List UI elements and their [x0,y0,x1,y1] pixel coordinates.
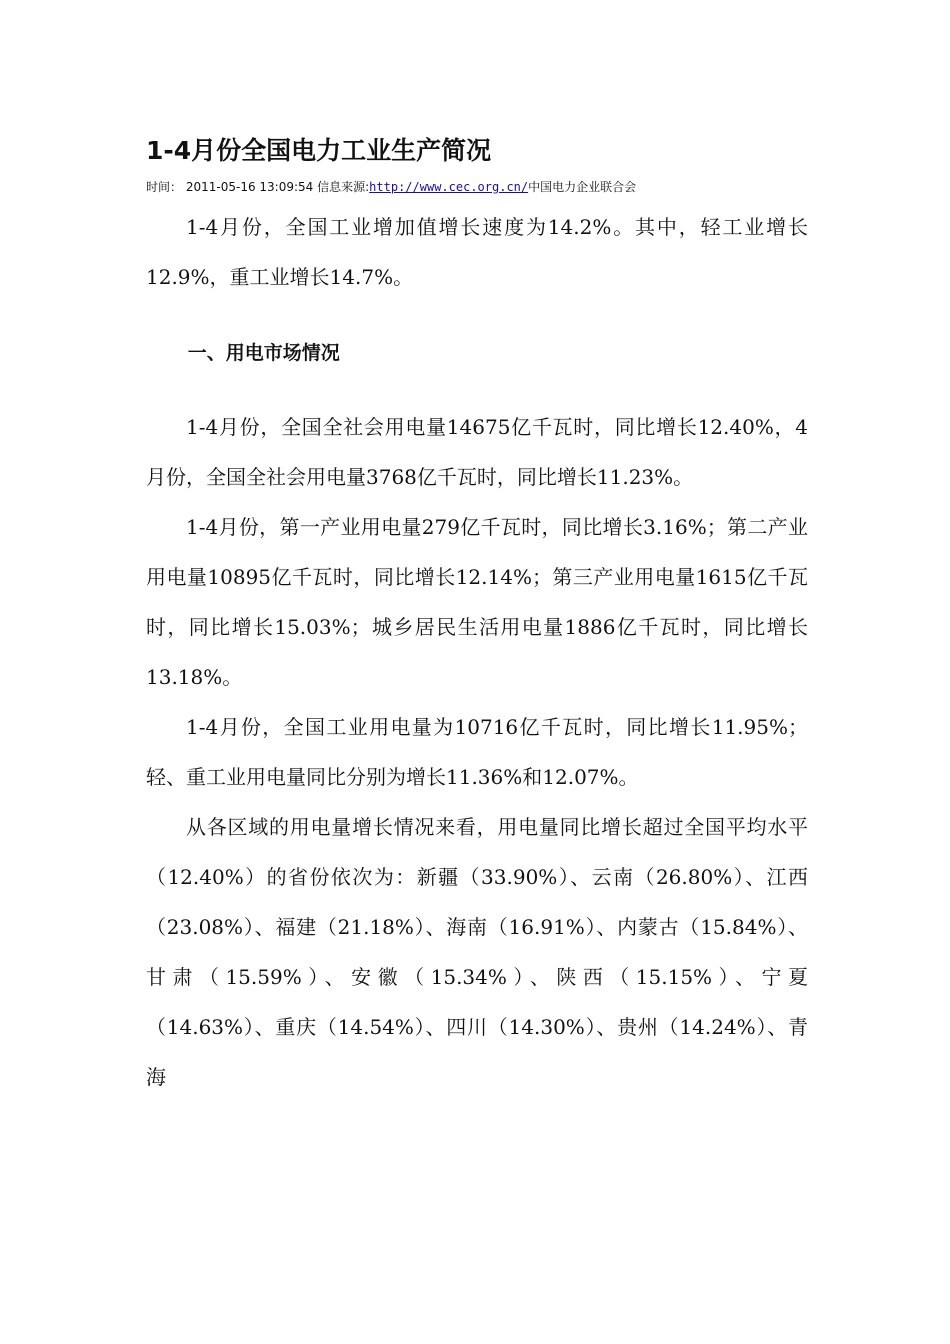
intro-paragraph: 1-4月份，全国工业增加值增长速度为14.2%。其中，轻工业增长12.9%，重工业增长14.7%。 [146,215,808,289]
document-page [146,134,808,1102]
article-meta [146,178,808,196]
paragraph-total-consumption: 1-4月份，全国全社会用电量14675亿千瓦时，同比增长12.40%，4月份，全国全社会用电量3768亿千瓦时，同比增长11.23%。 [146,415,808,489]
source-name: 中国电力企业联合会 [528,180,637,194]
source-label: 信息来源: [317,180,370,194]
paragraph-regional-growth: 从各区域的用电量增长情况来看，用电量同比增长超过全国平均水平（12.40%）的省份依次为：新疆（33.90%）、云南（26.80%）、江西（23.08%）、福建（21.18%）、海南（16.91%）、内蒙古（15.84%）、甘肃（15.59%）、安徽（15.34%）、陕西（15.15%）、宁夏（14.63%）、重庆（14.54%）、四川（14.30%）、贵州（14.24%）、青海 [146,815,808,1089]
article-title: 1-4月份全国电力工业生产简况 [146,136,492,165]
time-value: 2011-05-16 13:09:54 [185,180,314,194]
source-link[interactable]: http://www.cec.org.cn/ [369,180,529,194]
paragraph-industrial-consumption: 1-4月份，全国工业用电量为10716亿千瓦时，同比增长11.95%；轻、重工业用电量同比分别为增长11.36%和12.07%。 [146,715,808,789]
paragraph-industry-sectors: 1-4月份，第一产业用电量279亿千瓦时，同比增长3.16%；第二产业用电量10895亿千瓦时，同比增长12.14%；第三产业用电量1615亿千瓦时，同比增长15.03%；城乡居民生活用电量1886亿千瓦时，同比增长13.18%。 [146,515,808,689]
section-heading-electricity-market: 一、用电市场情况 [187,342,340,364]
time-label: 时间： [146,180,183,194]
